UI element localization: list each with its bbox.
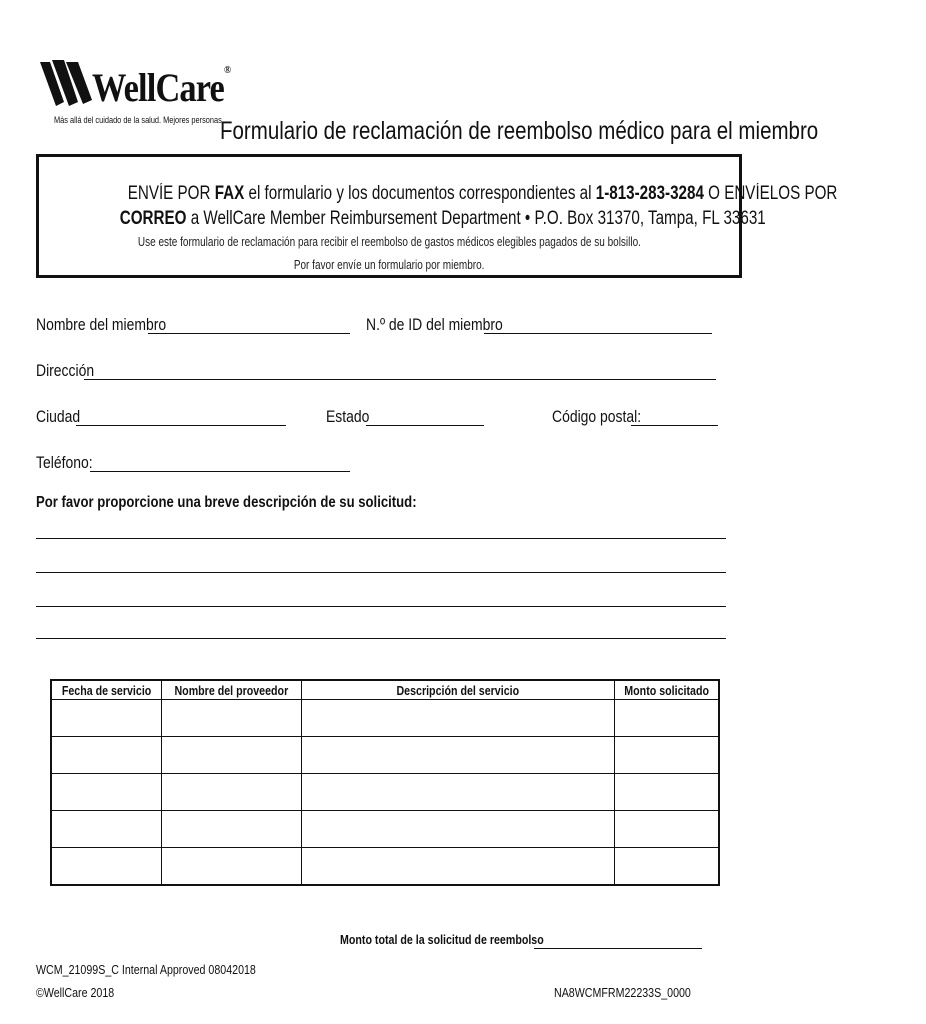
service-date-cell[interactable] <box>51 774 162 811</box>
total-amount-label: Monto total de la solicitud de reembolso <box>340 932 544 947</box>
city-label: Ciudad <box>36 407 81 426</box>
provider-name-cell[interactable] <box>162 774 302 811</box>
address-label: Dirección <box>36 361 95 380</box>
member-id-field[interactable] <box>484 333 712 334</box>
header-service-date: Fecha de servicio <box>51 680 162 700</box>
service-description-cell[interactable] <box>301 848 614 886</box>
table-header-row <box>51 680 719 700</box>
description-line-2[interactable] <box>36 572 726 573</box>
table-row <box>51 848 719 886</box>
state-label: Estado <box>326 407 370 426</box>
description-label: Por favor proporcione una breve descripción de su solicitud: <box>36 494 417 511</box>
fax-instruction: ENVÍE POR FAX el formulario y los documentos correspondientes al 1-813-283-3284 O ENVÍELOS POR <box>127 183 838 204</box>
zip-label: Código postal: <box>552 407 642 426</box>
amount-requested-cell[interactable] <box>614 737 719 774</box>
amount-requested-cell[interactable] <box>614 811 719 848</box>
mail-instruction: CORREO a WellCare Member Reimbursement Department • P.O. Box 31370, Tampa, FL 33631 <box>119 208 766 229</box>
service-description-cell[interactable] <box>301 774 614 811</box>
provider-name-cell[interactable] <box>162 811 302 848</box>
wellcare-wordmark: WellCare® <box>92 64 231 110</box>
description-line-4[interactable] <box>36 638 726 639</box>
phone-label: Teléfono: <box>36 453 93 472</box>
table-row <box>51 737 719 774</box>
total-amount-field[interactable] <box>534 948 702 949</box>
state-field[interactable] <box>366 425 484 426</box>
amount-requested-cell[interactable] <box>614 848 719 886</box>
service-description-cell[interactable] <box>301 700 614 737</box>
amount-requested-cell[interactable] <box>614 700 719 737</box>
service-date-cell[interactable] <box>51 848 162 886</box>
form-code-right: NA8WCMFRM22233S_0000 <box>554 985 691 1000</box>
header-provider-name: Nombre del proveedor <box>162 680 302 700</box>
description-line-1[interactable] <box>36 538 726 539</box>
header-service-description: Descripción del servicio <box>301 680 614 700</box>
wellcare-logo <box>38 58 231 110</box>
member-id-label: N.º de ID del miembro <box>366 315 503 334</box>
form-code-left: WCM_21099S_C Internal Approved 08042018 <box>36 962 256 977</box>
provider-name-cell[interactable] <box>162 848 302 886</box>
services-table <box>50 679 720 886</box>
provider-name-cell[interactable] <box>162 700 302 737</box>
wellcare-logo-mark-icon <box>38 58 98 108</box>
member-name-label: Nombre del miembro <box>36 315 167 334</box>
page-title: Formulario de reclamación de reembolso médico para el miembro <box>220 117 819 145</box>
member-name-field[interactable] <box>148 333 350 334</box>
phone-field[interactable] <box>90 471 350 472</box>
service-description-cell[interactable] <box>301 811 614 848</box>
zip-field[interactable] <box>631 425 718 426</box>
header-amount-requested: Monto solicitado <box>614 680 719 700</box>
service-date-cell[interactable] <box>51 700 162 737</box>
service-date-cell[interactable] <box>51 737 162 774</box>
table-row <box>51 811 719 848</box>
address-field[interactable] <box>84 379 716 380</box>
service-description-cell[interactable] <box>301 737 614 774</box>
usage-note: Use este formulario de reclamación para recibir el reembolso de gastos médicos elegibles pagados de su bolsillo. <box>137 235 641 249</box>
tagline: Más allá del cuidado de la salud. Mejores personas. <box>54 115 224 125</box>
amount-requested-cell[interactable] <box>614 774 719 811</box>
table-row <box>51 700 719 737</box>
table-row <box>51 774 719 811</box>
description-line-3[interactable] <box>36 606 726 607</box>
copyright: ©WellCare 2018 <box>36 985 115 1000</box>
city-field[interactable] <box>76 425 286 426</box>
one-form-note: Por favor envíe un formulario por miembro. <box>293 258 485 272</box>
service-date-cell[interactable] <box>51 811 162 848</box>
provider-name-cell[interactable] <box>162 737 302 774</box>
instructions-box <box>36 154 838 278</box>
